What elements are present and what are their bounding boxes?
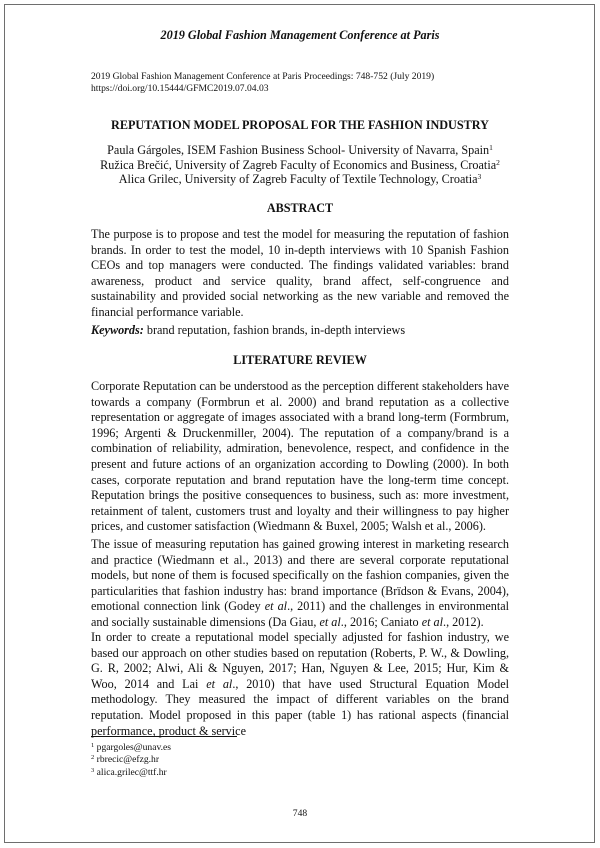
footnotes — [91, 742, 171, 779]
proceedings-citation: 2019 Global Fashion Management Conference at Paris Proceedings: 748-752 (July 2019) — [91, 71, 435, 82]
doi-link[interactable]: https://doi.org/10.15444/GFMC2019.07.04.03 — [91, 83, 269, 95]
footnote-2-mark: 2 — [91, 754, 95, 762]
footnote-1-email[interactable]: pgargoles@unav.es — [96, 742, 172, 753]
literature-review-heading: LITERATURE REVIEW — [233, 353, 367, 367]
paragraph-3-text: ., 2010) that have used Structural Equation Model methodology. They measured the impact of different variables on the brand reputation. Model proposed in this paper (table 1) has rational aspects (financial performance, product & service — [91, 676, 510, 738]
keywords-label: Keywords: — [91, 323, 144, 337]
paragraph-3-text: In order to create a reputational model specially adjusted for fashion industry, we based our approach on other studies based on reputation (Roberts, P. W., & Dowling, G. R, 2002; Alwi, Ali & Nguyen, 2017; Han, Nguyen & Lee, 2015; Hur, Kim & Woo, 2014 and Lai — [91, 630, 509, 691]
literature-paragraph-2 — [91, 537, 509, 631]
paragraph-2-et-al: et al — [421, 614, 444, 629]
paragraph-2-text: ., 2016; Caniato — [340, 614, 422, 629]
footnote-3 — [91, 767, 171, 779]
running-head: 2019 Global Fashion Management Conference at Paris — [160, 28, 440, 42]
footnote-divider — [91, 736, 237, 737]
page-number: 748 — [292, 808, 308, 819]
footnote-2 — [91, 754, 171, 766]
literature-paragraph-1: Corporate Reputation can be understood as the perception different stakeholders have towards a company (Formbrun et al. 2000) and brand reputation as a collective representation or aggregate of images associated with a brand long-term (Formbrum, 1996; Argenti & Druckenmiller, 2004). The reputation of a company/brand is a combination of reliability, admiration, benevolence, respect, and confidence in the present and future actions of an organization according to Dowling (2000). In both cases, corporate reputation and brand reputation have the long-term time concept. Reputation brings the positive consequences to business, such as: more investment, retainment of talent, customers trust and loyalty and their willingness to pay higher prices, and customer satisfaction (Wiedmann & Buxel, 2005; Walsh et al., 2006). — [91, 379, 509, 534]
paragraph-2-text: ., 2011) and the challenges in environmental and socially sustainable dimensions (Da Giau, — [91, 599, 509, 629]
author-3 — [0, 172, 600, 187]
footnote-3-mark: 3 — [91, 766, 95, 774]
author-2-footnote-mark: 2 — [496, 157, 500, 167]
proceedings-info — [91, 71, 434, 96]
paragraph-2-et-al: et al — [319, 614, 341, 629]
keywords-text: brand reputation, fashion brands, in-depth interviews — [143, 323, 406, 337]
author-1-text: Paula Gárgoles, ISEM Fashion Business School- University of Navarra, Spain — [107, 143, 490, 157]
author-2-text: Ružica Brečić, University of Zagreb Faculty of Economics and Business, Croatia — [100, 157, 497, 172]
paragraph-2-et-al: et al — [264, 599, 288, 614]
paragraph-3-et-al: et al — [206, 676, 233, 691]
literature-paragraph-3 — [91, 630, 509, 739]
abstract-text: The purpose is to propose and test the model for measuring the reputation of fashion brands. In order to test the model, 10 in-depth interviews with 10 Spanish Fashion CEOs and top managers were conducted. The findings validated variables: brand awareness, product and service quality, brand affect, self-congruence and sustainability and provided social networking as the new variable and removed the financial performance variable. — [91, 227, 509, 319]
paragraph-2-text: The issue of measuring reputation has gained growing interest in marketing research and practice (Wiedmann et al., 2013) and there are several corporate reputational models, but none of them is focused specifically on the fashion companies, given the particularities that fashion industry has: brand importance (Brïdson & Evans, 2004), emotional connection link (Godey — [91, 537, 509, 614]
author-2 — [0, 158, 600, 173]
author-1-footnote-mark: 1 — [489, 143, 493, 152]
author-3-footnote-mark: 3 — [477, 172, 482, 181]
paper-title: REPUTATION MODEL PROPOSAL FOR THE FASHION INDUSTRY — [111, 118, 489, 132]
footnote-1-mark: 1 — [91, 742, 95, 749]
keywords-line — [91, 323, 405, 338]
author-3-text: Alica Grilec, University of Zagreb Faculty of Textile Technology, Croatia — [118, 172, 478, 186]
footnote-3-email[interactable]: alica.grilec@ttf.hr — [96, 766, 167, 778]
paragraph-2-text: ., 2012). — [443, 614, 484, 629]
author-1 — [0, 143, 600, 158]
footnote-2-email[interactable]: rbrecic@efzg.hr — [96, 754, 160, 766]
footnote-1 — [91, 742, 171, 754]
abstract-heading: ABSTRACT — [266, 201, 334, 215]
author-list — [0, 143, 600, 187]
